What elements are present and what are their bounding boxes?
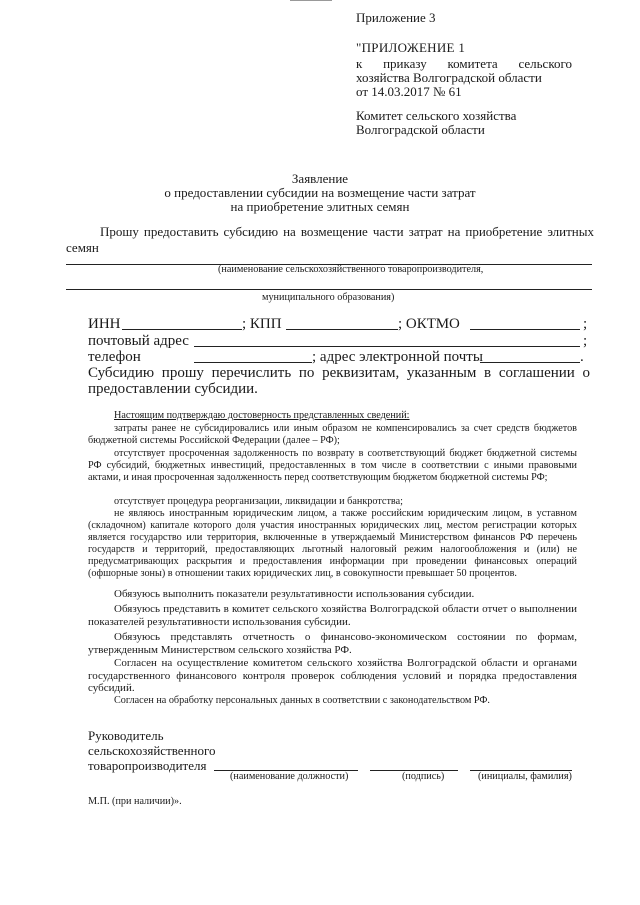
obligation-1: Обязуюсь выполнить показатели результативности использования субсидии.: [114, 588, 475, 600]
transfer-line-2: предоставлении субсидии.: [88, 381, 258, 397]
confirm-p1: затраты ранее не субсидировались или иным образом не компенсировались за счет средств бюджетов бюджетной системы Российской Федерации (далее – РФ);: [88, 423, 577, 446]
recipient-line-2: Волгоградской области: [356, 122, 485, 137]
signer-line-2: сельскохозяйственного: [88, 743, 216, 758]
signer-line-3: товаропроизводителя: [88, 758, 207, 773]
order-line-1: к приказу комитета сельского: [356, 56, 572, 71]
signer-line-1: Руководитель: [88, 728, 164, 743]
confirm-p3: отсутствует процедура реорганизации, ликвидации и банкротства;: [114, 496, 403, 507]
transfer-line-1: Субсидию прошу перечислить по реквизитам, указанным в соглашении о: [88, 365, 590, 381]
inn-line[interactable]: [122, 329, 242, 330]
prilozhenie-label: "ПРИЛОЖЕНИЕ 1: [356, 40, 466, 55]
inn-label: ИНН: [88, 316, 121, 332]
oktmo-end: ;: [583, 316, 588, 332]
kpp-line[interactable]: [286, 329, 398, 330]
email-line[interactable]: [480, 362, 580, 363]
title-line-2: о предоставлении субсидии на возмещение части затрат: [164, 185, 476, 200]
scan-mark: [290, 0, 332, 1]
email-label: ; адрес электронной почты: [312, 349, 483, 365]
obligation-2: Обязуюсь представить в комитет сельского хозяйства Волгоградской области отчет о выполнении показателей результативности использования субсидии.: [88, 603, 577, 628]
postal-label: почтовый адрес: [88, 333, 189, 349]
signature-caption: (подпись): [402, 771, 445, 782]
postal-end: ;: [583, 333, 588, 349]
municipal-line: [66, 289, 592, 290]
request-line-1: Прошу предоставить субсидию на возмещение части затрат на приобретение элитных: [100, 224, 594, 239]
obligation-5: Согласен на обработку персональных данных в соответствии с законодательством РФ.: [114, 695, 490, 706]
confirm-heading: Настоящим подтверждаю достоверность представленных сведений:: [114, 410, 410, 421]
confirm-p2: отсутствует просроченная задолженность по возврату в соответствующий бюджет бюджетной системы РФ субсидий, бюджетных инвестиций, предоставленных в том числе в соответствии с иными правовыми актами, и иная просроченная задолженность перед соответствующим бюджетом бюджетной системы РФ;: [88, 448, 577, 483]
title-line-3: на приобретение элитных семян: [230, 199, 410, 214]
document-title: [100, 172, 540, 214]
oktmo-label: ; ОКТМО: [398, 316, 460, 332]
postal-line[interactable]: [194, 346, 580, 347]
municipal-caption: муниципального образования): [262, 292, 395, 303]
title-line-1: Заявление: [291, 171, 349, 186]
obligation-4: Согласен на осуществление комитетом сельского хозяйства Волгоградской области и органами государственного финансового контроля проверок соблюдения условий и порядка предоставления субсидий.: [88, 657, 577, 694]
confirm-p4: не являюсь иностранным юридическим лицом, а также российским юридическим лицом, в уставном (складочном) капитале которого доля участия иностранных юридических лиц, местом регистрации которых является государство или территория, включенные в утверждаемый Министерством финансов РФ перечень государств и территорий, предоставляющих льготный налоговый режим налогообложения и (или) не предусматривающих раскрытия и предоставления информации при проведении финансовых операций (офшорные зоны) в отношении таких юридических лиц, в совокупности превышает 50 процентов.: [88, 508, 577, 579]
order-line-3: от 14.03.2017 № 61: [356, 84, 462, 99]
stamp-note: М.П. (при наличии)».: [88, 796, 182, 807]
producer-caption: (наименование сельскохозяйственного товаропроизводителя,: [218, 264, 484, 275]
appendix-label: Приложение 3: [356, 10, 436, 25]
kpp-label: ; КПП: [242, 316, 282, 332]
request-line-2: семян: [66, 240, 99, 255]
order-line-2: хозяйства Волгоградской области: [356, 70, 542, 85]
obligation-3: Обязуюсь представлять отчетность о финансово-экономическом состоянии по формам, утвержденным Министерством сельского хозяйства РФ.: [88, 631, 577, 656]
position-caption: (наименование должности): [230, 771, 349, 782]
email-end: .: [580, 349, 584, 365]
name-caption: (инициалы, фамилия): [478, 771, 572, 782]
phone-label: телефон: [88, 349, 141, 365]
oktmo-line[interactable]: [470, 329, 580, 330]
recipient-line-1: Комитет сельского хозяйства: [356, 108, 517, 123]
phone-line[interactable]: [194, 362, 312, 363]
